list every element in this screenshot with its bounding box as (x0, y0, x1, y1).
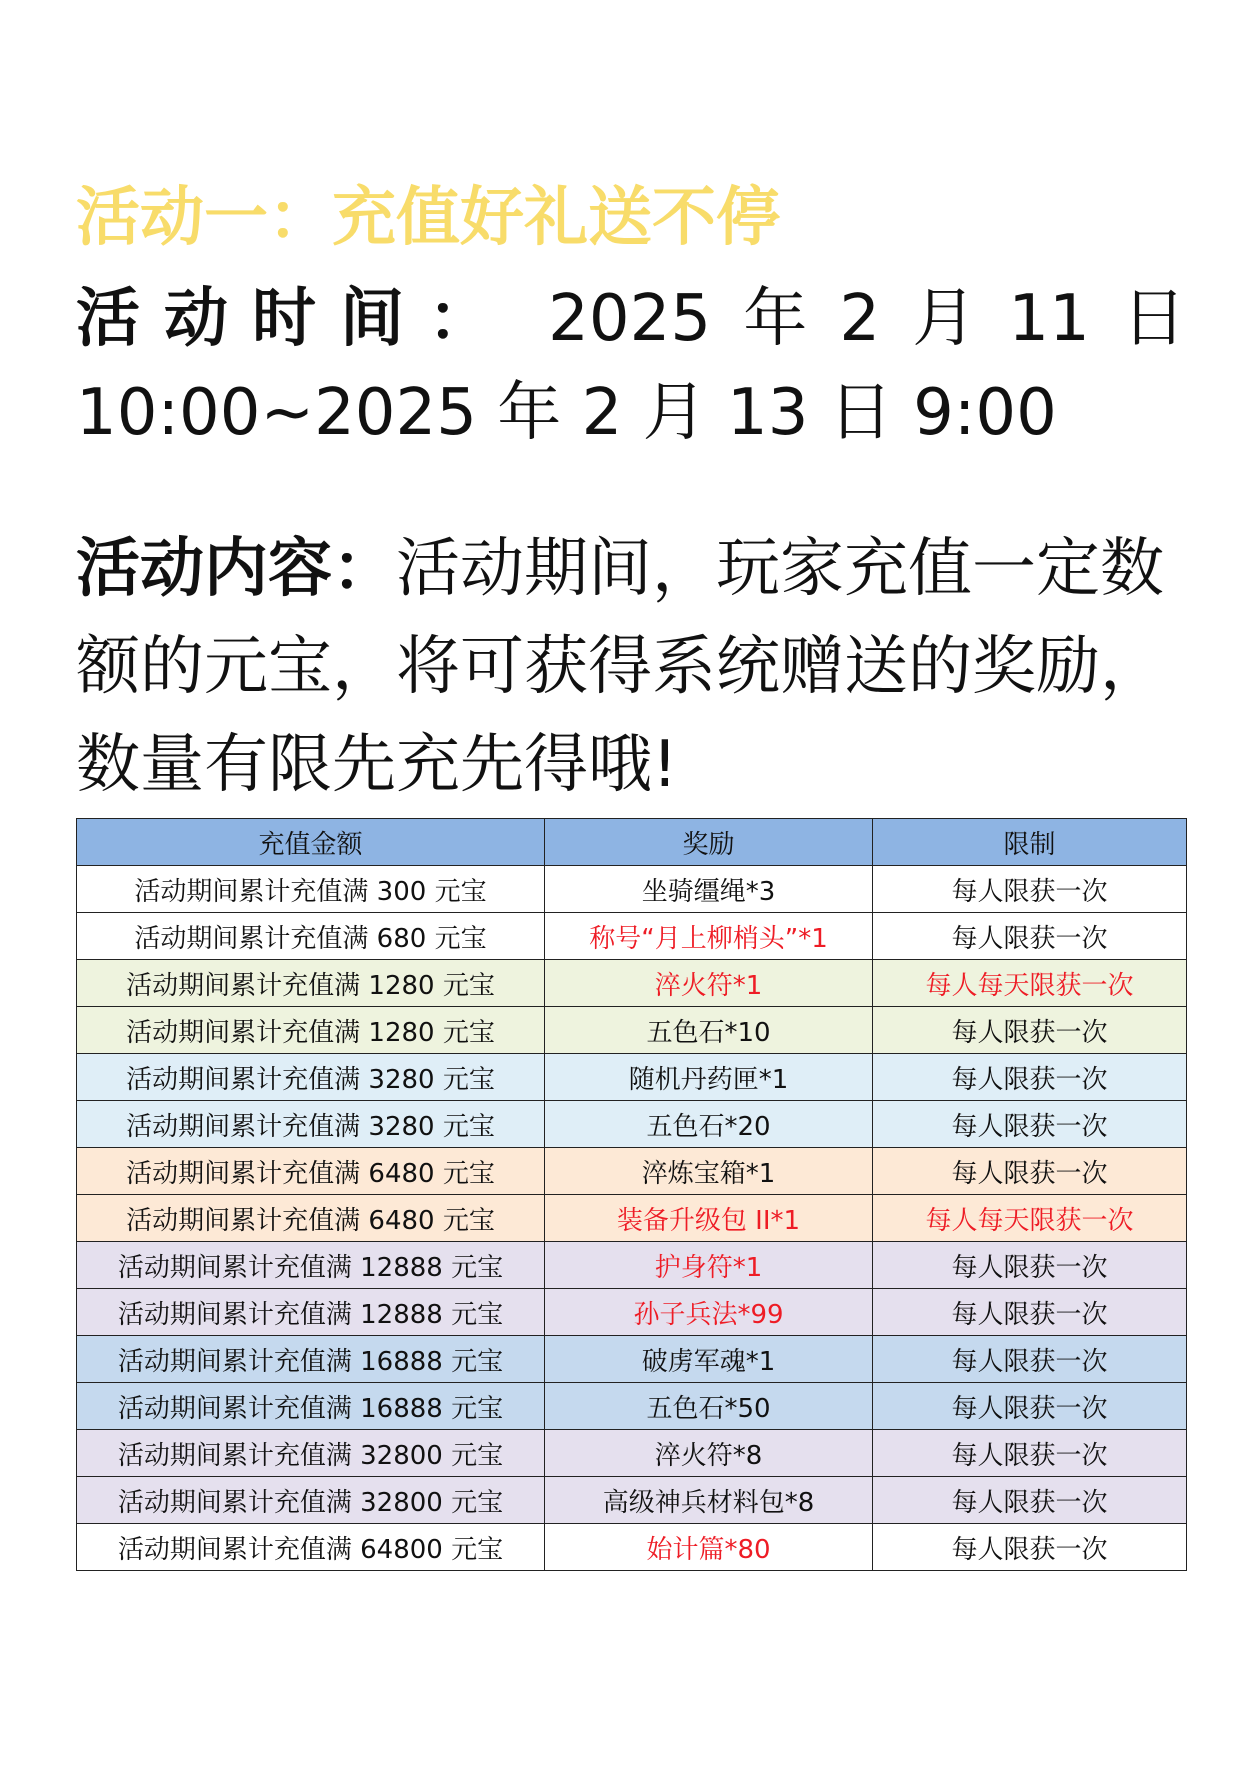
table-row (77, 960, 1187, 1007)
cell-limit: 每人限获一次 (873, 1242, 1187, 1289)
cell-limit: 每人限获一次 (873, 1007, 1187, 1054)
event-time-part: 2025 (548, 282, 712, 356)
cell-reward: 高级神兵材料包*8 (545, 1477, 873, 1524)
cell-amount: 活动期间累计充值满 32800 元宝 (77, 1430, 545, 1477)
cell-reward: 装备升级包 II*1 (545, 1195, 873, 1242)
table-row (77, 1195, 1187, 1242)
cell-reward: 随机丹药匣*1 (545, 1054, 873, 1101)
event-time-part: 11 (1008, 282, 1090, 356)
table-row (77, 866, 1187, 913)
cell-reward: 五色石*50 (545, 1383, 873, 1430)
cell-reward: 坐骑缰绳*3 (545, 866, 873, 913)
cell-reward: 五色石*20 (545, 1101, 873, 1148)
event-time (76, 272, 1186, 460)
table-row (77, 1054, 1187, 1101)
rewards-table-body (77, 866, 1187, 1571)
cell-limit: 每人每天限获一次 (873, 1195, 1187, 1242)
table-row (77, 1289, 1187, 1336)
cell-amount: 活动期间累计充值满 16888 元宝 (77, 1383, 545, 1430)
table-row (77, 1007, 1187, 1054)
cell-reward: 淬炼宝箱*1 (545, 1148, 873, 1195)
cell-limit: 每人限获一次 (873, 1430, 1187, 1477)
cell-reward: 护身符*1 (545, 1242, 873, 1289)
cell-amount: 活动期间累计充值满 16888 元宝 (77, 1336, 545, 1383)
cell-reward: 破虏军魂*1 (545, 1336, 873, 1383)
cell-limit: 每人限获一次 (873, 1336, 1187, 1383)
table-row (77, 1148, 1187, 1195)
cell-limit: 每人限获一次 (873, 1054, 1187, 1101)
event-time-label: 活动时间： (76, 282, 516, 356)
table-header-row (77, 819, 1187, 866)
event-content-text: 活动期间，玩家充值一定数额的元宝，将可获得系统赠送的奖励，数量有限先充先得哦! (76, 532, 1164, 802)
table-row (77, 1477, 1187, 1524)
cell-reward: 淬火符*8 (545, 1430, 873, 1477)
cell-amount: 活动期间累计充值满 680 元宝 (77, 913, 545, 960)
table-row (77, 1383, 1187, 1430)
event-content (76, 520, 1186, 814)
cell-limit: 每人限获一次 (873, 913, 1187, 960)
event-time-line2: 10:00~2025 年 2 月 13 日 9:00 (76, 376, 1057, 450)
event-time-line1 (76, 272, 1186, 366)
cell-amount: 活动期间累计充值满 3280 元宝 (77, 1054, 545, 1101)
cell-amount: 活动期间累计充值满 12888 元宝 (77, 1289, 545, 1336)
cell-amount: 活动期间累计充值满 300 元宝 (77, 866, 545, 913)
cell-limit: 每人限获一次 (873, 1148, 1187, 1195)
cell-amount: 活动期间累计充值满 3280 元宝 (77, 1101, 545, 1148)
cell-limit: 每人限获一次 (873, 1383, 1187, 1430)
cell-amount: 活动期间累计充值满 1280 元宝 (77, 960, 545, 1007)
header-limit: 限制 (873, 819, 1187, 866)
cell-limit: 每人限获一次 (873, 1289, 1187, 1336)
cell-limit: 每人限获一次 (873, 866, 1187, 913)
cell-amount: 活动期间累计充值满 6480 元宝 (77, 1148, 545, 1195)
event-title: 活动一：充值好礼送不停 (76, 181, 780, 255)
cell-reward: 孙子兵法*99 (545, 1289, 873, 1336)
cell-reward: 称号“月上柳梢头”*1 (545, 913, 873, 960)
table-row (77, 1336, 1187, 1383)
cell-amount: 活动期间累计充值满 12888 元宝 (77, 1242, 545, 1289)
cell-amount: 活动期间累计充值满 32800 元宝 (77, 1477, 545, 1524)
header-reward: 奖励 (545, 819, 873, 866)
table-row (77, 1430, 1187, 1477)
cell-reward: 五色石*10 (545, 1007, 873, 1054)
table-row (77, 1242, 1187, 1289)
cell-limit: 每人限获一次 (873, 1477, 1187, 1524)
cell-amount: 活动期间累计充值满 64800 元宝 (77, 1524, 545, 1571)
event-content-label: 活动内容： (76, 532, 396, 606)
table-row (77, 1101, 1187, 1148)
table-row (77, 913, 1187, 960)
event-time-part: 2 (839, 282, 881, 356)
event-time-part: 日 (1121, 282, 1186, 356)
cell-limit: 每人每天限获一次 (873, 960, 1187, 1007)
cell-reward: 始计篇*80 (545, 1524, 873, 1571)
cell-limit: 每人限获一次 (873, 1524, 1187, 1571)
cell-amount: 活动期间累计充值满 6480 元宝 (77, 1195, 545, 1242)
cell-reward: 淬火符*1 (545, 960, 873, 1007)
event-time-part: 年 (743, 282, 808, 356)
cell-amount: 活动期间累计充值满 1280 元宝 (77, 1007, 545, 1054)
header-amount: 充值金额 (77, 819, 545, 866)
table-row (77, 1524, 1187, 1571)
cell-limit: 每人限获一次 (873, 1101, 1187, 1148)
rewards-table (76, 818, 1187, 1571)
event-time-part: 月 (912, 282, 977, 356)
